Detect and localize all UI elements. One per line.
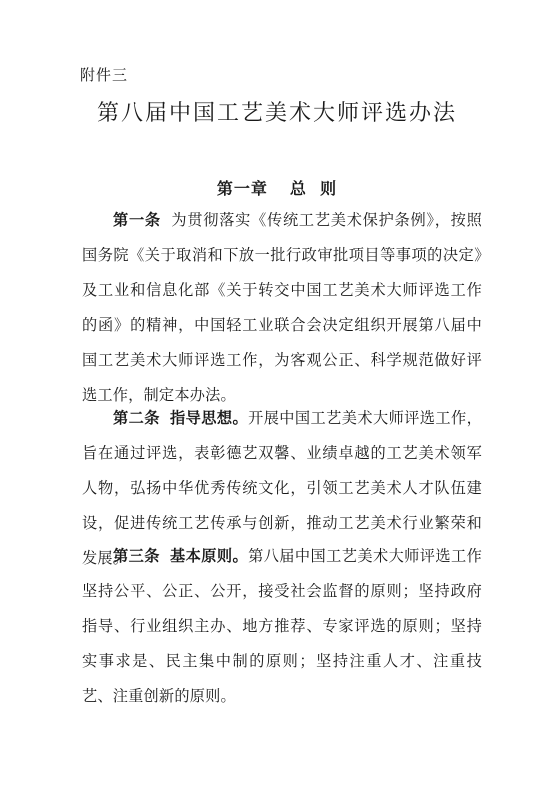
article-heading: 基本原则。	[169, 547, 249, 565]
document-title: 第八届中国工艺美术大师评选办法	[96, 101, 457, 126]
article-number: 第一条	[113, 211, 161, 229]
chapter-name: 总 则	[289, 179, 338, 198]
article-number: 第三条	[113, 547, 160, 565]
chapter-number: 第一章	[216, 179, 268, 198]
article-body: 开展中国工艺美术大师评选工作，旨在通过评选，表彰德艺双馨、业绩卓越的工艺美术领军人物，弘扬中华优秀传统文化，引领工艺美术人才队伍建设，促进传统工艺传承与创新，推动工艺美术行业繁荣和发展。	[82, 409, 482, 567]
article-1	[82, 203, 482, 413]
article-3	[82, 539, 482, 714]
attachment-label: 附件三	[80, 66, 129, 84]
article-heading: 指导思想。	[169, 409, 249, 427]
article-number: 第二条	[113, 409, 160, 427]
article-body: 为贯彻落实《传统工艺美术保护条例》，按照国务院《关于取消和下放一批行政审批项目等事项的决定》及工业和信息化部《关于转交中国工艺美术大师评选工作的函》的精神，中国轻工业联合会决定组织开展第八届中国工艺美术大师评选工作，为客观公正、科学规范做好评选工作，制定本办法。	[82, 211, 482, 404]
chapter-heading	[0, 176, 554, 199]
article-body: 第八届中国工艺美术大师评选工作坚持公平、公正、公开，接受社会监督的原则；坚持政府指导、行业组织主办、地方推荐、专家评选的原则；坚持实事求是、民主集中制的原则；坚持注重人才、注重技艺、注重创新的原则。	[82, 547, 482, 705]
